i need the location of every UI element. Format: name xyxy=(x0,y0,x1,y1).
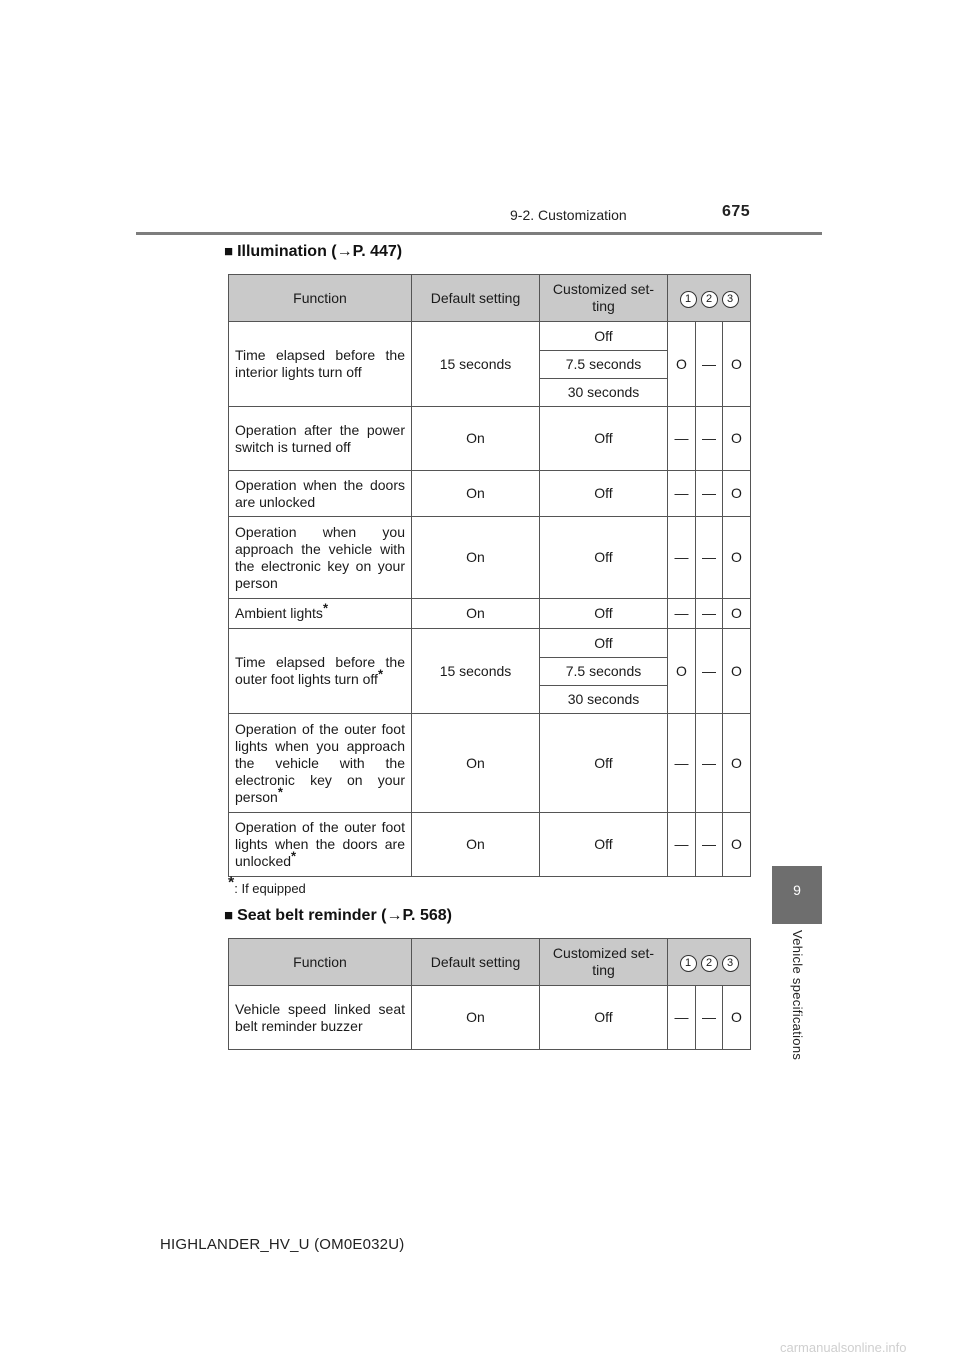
header-customized-setting xyxy=(540,275,668,322)
header-function: Function xyxy=(229,939,412,986)
seatbelt-table xyxy=(228,938,751,1050)
option-cell: 7.5 seconds xyxy=(540,658,668,686)
header-customized-setting xyxy=(540,939,668,986)
method-1-cell: — xyxy=(668,813,696,877)
table-row xyxy=(229,714,751,813)
method-3-icon: 3 xyxy=(722,955,739,972)
illumination-heading-text: Illumination ( xyxy=(237,243,337,260)
table-row xyxy=(229,599,751,629)
function-text: Operation of the outer foot lights when the doors are unlocked xyxy=(235,819,405,869)
table-row xyxy=(229,986,751,1050)
illumination-table xyxy=(228,274,751,877)
heading-square-icon: ■ xyxy=(224,907,234,924)
option-cell: 30 seconds xyxy=(540,686,668,714)
method-1-cell: — xyxy=(668,714,696,813)
header-default-setting: Default setting xyxy=(412,275,540,322)
seatbelt-heading xyxy=(224,907,452,925)
method-2-cell: — xyxy=(696,471,723,517)
option-cell: Off xyxy=(540,471,668,517)
method-2-cell: — xyxy=(696,629,723,714)
table-header-row xyxy=(229,939,751,986)
footnote xyxy=(228,874,306,896)
method-3-cell: O xyxy=(723,599,751,629)
header-section-title: 9-2. Customization xyxy=(510,207,627,223)
footnote-text: : If equipped xyxy=(234,881,306,896)
footnote-star: * xyxy=(228,874,235,892)
method-2-cell: — xyxy=(696,517,723,599)
arrow-icon: → xyxy=(386,907,403,924)
header-default-setting: Default setting xyxy=(412,939,540,986)
method-1-icon: 1 xyxy=(680,955,697,972)
table-row xyxy=(229,517,751,599)
option-cell: Off xyxy=(540,322,668,351)
header-customized-label: Customized set-ting xyxy=(552,281,655,314)
method-2-cell: — xyxy=(696,599,723,629)
method-1-cell: O xyxy=(668,322,696,407)
default-cell: On xyxy=(412,986,540,1050)
function-text: Ambient lights xyxy=(235,605,323,621)
method-3-cell: O xyxy=(723,629,751,714)
method-2-cell: — xyxy=(696,322,723,407)
option-cell: Off xyxy=(540,629,668,658)
method-1-cell: O xyxy=(668,629,696,714)
function-cell: Operation after the power switch is turned off xyxy=(229,407,412,471)
table-header-row xyxy=(229,275,751,322)
arrow-icon: → xyxy=(336,243,353,260)
seatbelt-heading-text: Seat belt reminder ( xyxy=(237,907,387,924)
option-cell: Off xyxy=(540,599,668,629)
method-2-cell: — xyxy=(696,714,723,813)
method-1-cell: — xyxy=(668,517,696,599)
method-3-icon: 3 xyxy=(722,291,739,308)
watermark: carmanualsonline.info xyxy=(780,1340,907,1355)
header-customized-label: Customized set-ting xyxy=(552,945,655,978)
function-cell xyxy=(229,714,412,813)
default-cell: On xyxy=(412,471,540,517)
option-cell: Off xyxy=(540,813,668,877)
option-cell: Off xyxy=(540,517,668,599)
method-1-cell: — xyxy=(668,407,696,471)
header-divider xyxy=(136,232,822,235)
illumination-heading xyxy=(224,243,402,261)
method-1-cell: — xyxy=(668,986,696,1050)
seatbelt-heading-ref: P. 568) xyxy=(402,907,452,924)
function-cell: Operation when you approach the vehicle with the electronic key on your person xyxy=(229,517,412,599)
header-method-columns xyxy=(668,939,751,986)
table-row xyxy=(229,471,751,517)
option-cell: Off xyxy=(540,407,668,471)
page-number: 675 xyxy=(722,203,751,220)
method-2-cell: — xyxy=(696,813,723,877)
equipped-star: * xyxy=(291,848,297,864)
method-3-cell: O xyxy=(723,986,751,1050)
table-row xyxy=(229,629,751,658)
table-row xyxy=(229,813,751,877)
header-function: Function xyxy=(229,275,412,322)
equipped-star: * xyxy=(277,783,283,799)
equipped-star: * xyxy=(377,666,384,682)
method-2-icon: 2 xyxy=(701,955,718,972)
default-cell: On xyxy=(412,517,540,599)
method-1-icon: 1 xyxy=(680,291,697,308)
function-cell xyxy=(229,629,412,714)
function-text: Operation of the outer foot lights when you approach the vehicle with the electronic key on your person xyxy=(235,720,405,805)
header-method-columns xyxy=(668,275,751,322)
method-3-cell: O xyxy=(723,813,751,877)
equipped-star: * xyxy=(322,600,328,616)
option-cell: 7.5 seconds xyxy=(540,351,668,379)
option-cell: Off xyxy=(540,986,668,1050)
function-cell xyxy=(229,599,412,629)
method-1-cell: — xyxy=(668,471,696,517)
default-cell: On xyxy=(412,714,540,813)
default-cell: 15 seconds xyxy=(412,322,540,407)
method-3-cell: O xyxy=(723,322,751,407)
function-text: Time elapsed before the outer foot lights turn off xyxy=(235,654,405,687)
function-cell: Operation when the doors are unlocked xyxy=(229,471,412,517)
table-row xyxy=(229,407,751,471)
method-3-cell: O xyxy=(723,517,751,599)
default-cell: 15 seconds xyxy=(412,629,540,714)
function-cell: Time elapsed before the interior lights turn off xyxy=(229,322,412,407)
default-cell: On xyxy=(412,407,540,471)
function-cell xyxy=(229,813,412,877)
chapter-tab-number: 9 xyxy=(793,882,801,898)
default-cell: On xyxy=(412,599,540,629)
function-cell: Vehicle speed linked seat belt reminder buzzer xyxy=(229,986,412,1050)
heading-square-icon: ■ xyxy=(224,243,234,260)
default-cell: On xyxy=(412,813,540,877)
illumination-heading-ref: P. 447) xyxy=(352,243,403,260)
method-3-cell: O xyxy=(723,714,751,813)
table-row xyxy=(229,322,751,351)
footer-model-code: HIGHLANDER_HV_U (OM0E032U) xyxy=(160,1236,405,1253)
option-cell: 30 seconds xyxy=(540,379,668,407)
method-3-cell: O xyxy=(723,407,751,471)
chapter-tab-label: Vehicle specifications xyxy=(790,930,805,1061)
method-2-icon: 2 xyxy=(701,291,718,308)
method-2-cell: — xyxy=(696,407,723,471)
method-3-cell: O xyxy=(723,471,751,517)
option-cell: Off xyxy=(540,714,668,813)
method-1-cell: — xyxy=(668,599,696,629)
method-2-cell: — xyxy=(696,986,723,1050)
